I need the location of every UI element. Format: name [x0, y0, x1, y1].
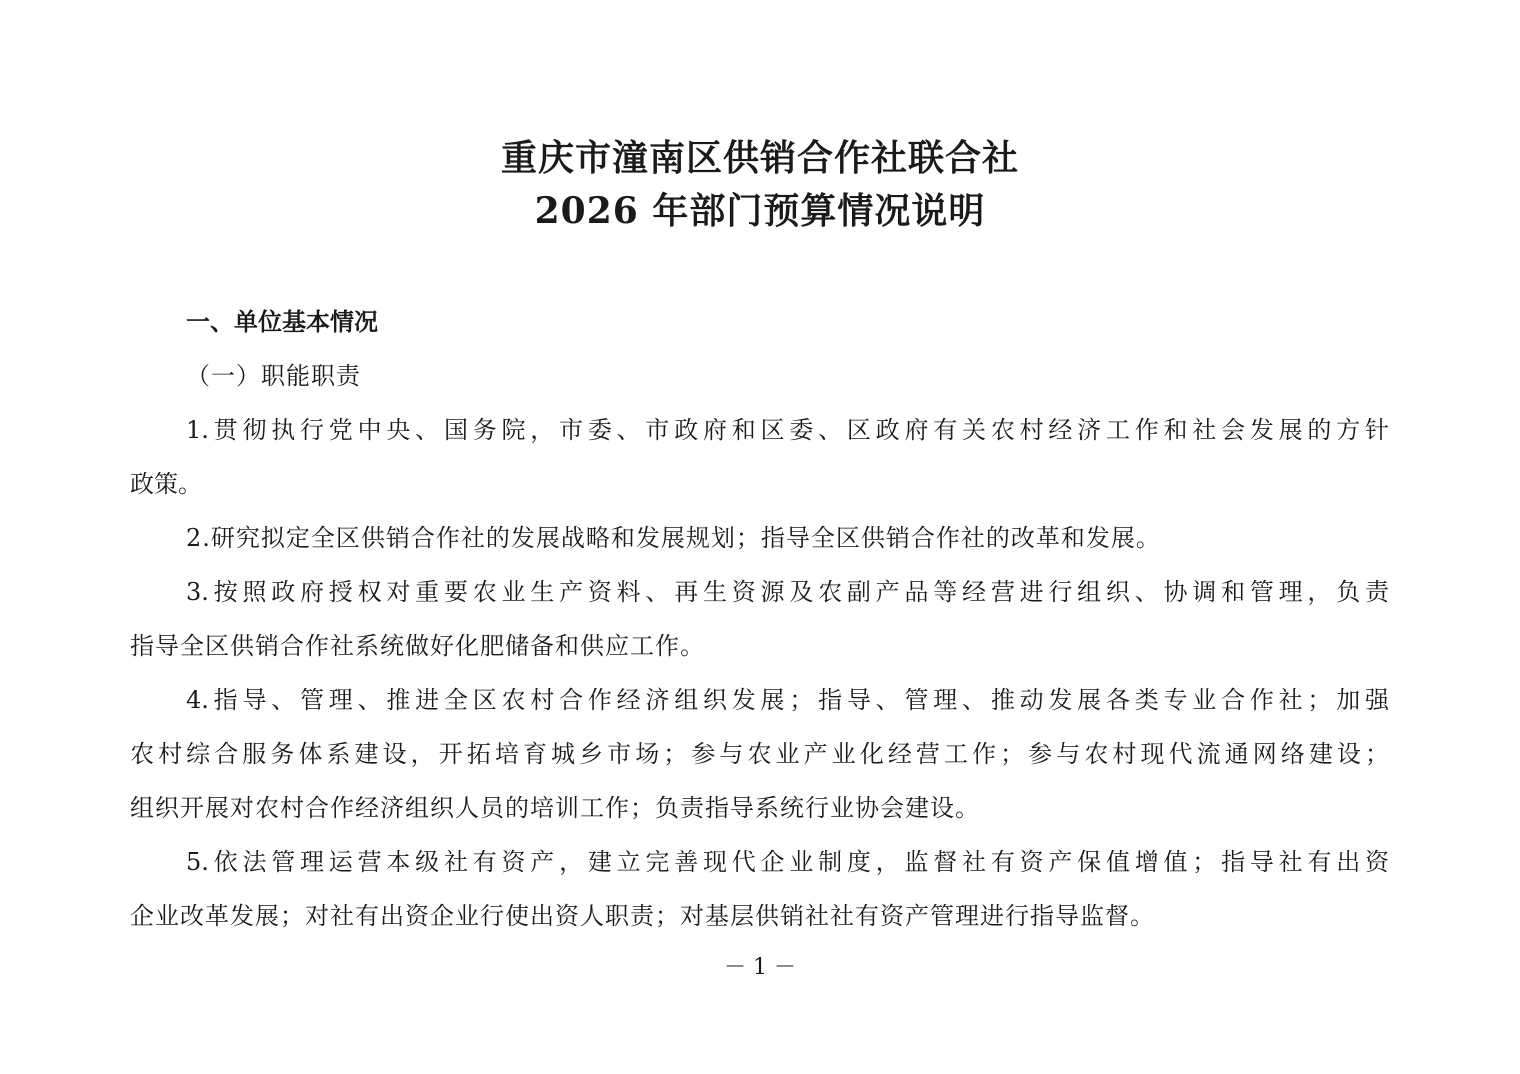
page-number: － 1 －: [724, 955, 796, 980]
paragraph-1-line-1: 1.贯彻执行党中央、国务院，市委、市政府和区委、区政府有关农村经济工作和社会发展的方针: [186, 416, 1389, 444]
document-title-line2: 2026 年部门预算情况说明: [534, 190, 986, 232]
paragraph-5-line-2: 企业改革发展；对社有出资企业行使出资人职责；对基层供销社社有资产管理进行指导监督。: [130, 902, 1155, 930]
paragraph-4-line-2: 农村综合服务体系建设，开拓培育城乡市场；参与农业产业化经营工作；参与农村现代流通网络建设；: [130, 740, 1389, 768]
paragraph-5-line-1: 5.依法管理运营本级社有资产，建立完善现代企业制度，监督社有资产保值增值；指导社有出资: [186, 848, 1389, 876]
paragraph-1-line-2: 政策。: [130, 470, 202, 498]
paragraph-4-line-1: 4.指导、管理、推进全区农村合作经济组织发展；指导、管理、推动发展各类专业合作社；加强: [186, 686, 1389, 714]
paragraph-3-line-2: 指导全区供销合作社系统做好化肥储备和供应工作。: [130, 632, 705, 660]
subsection-heading: （一）职能职责: [186, 362, 361, 390]
paragraph-2-line-1: 2.研究拟定全区供销合作社的发展战略和发展规划；指导全区供销合作社的改革和发展。: [186, 524, 1161, 552]
section-heading: 一、单位基本情况: [186, 308, 378, 336]
paragraph-4-line-3: 组织开展对农村合作经济组织人员的培训工作；负责指导系统行业协会建设。: [130, 794, 980, 822]
document-title-line1: 重庆市潼南区供销合作社联合社: [500, 137, 1019, 179]
paragraph-3-line-1: 3.按照政府授权对重要农业生产资料、再生资源及农副产品等经营进行组织、协调和管理，负责: [186, 578, 1389, 606]
